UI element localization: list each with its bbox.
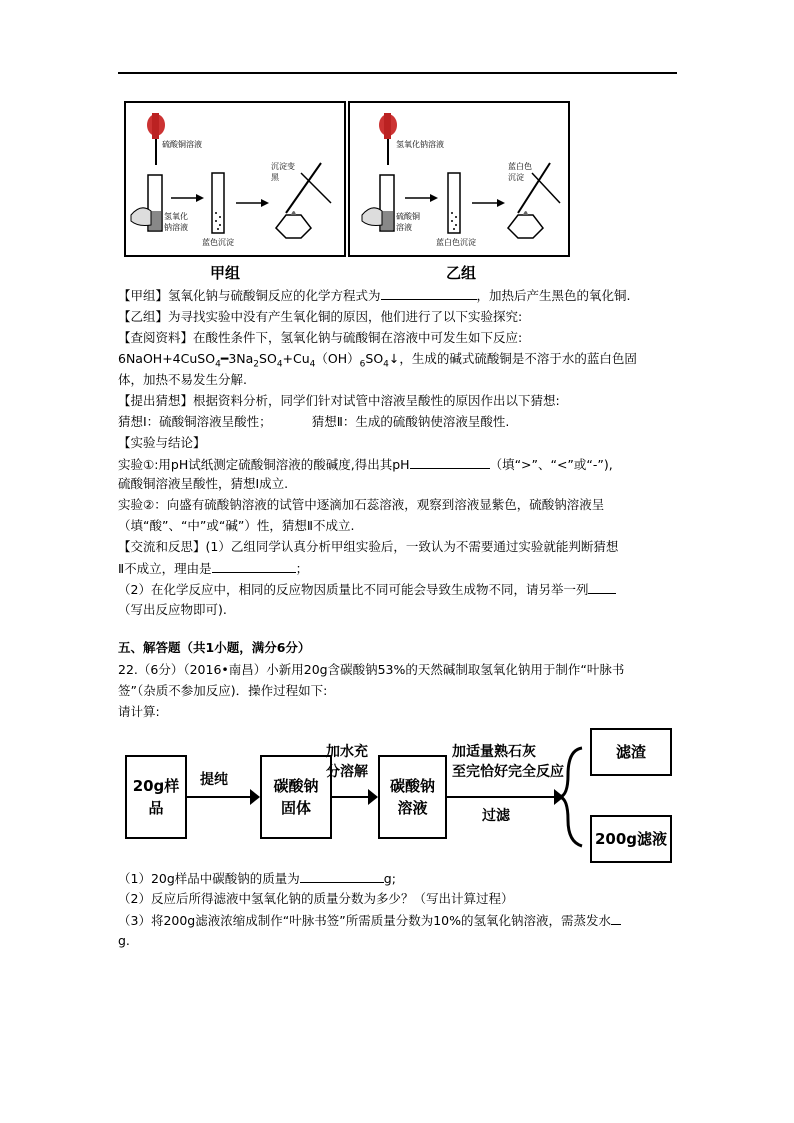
right-precip-label: 蓝白色沉淀 (436, 238, 476, 247)
line-7: 猜想Ⅰ：硫酸铜溶液呈酸性； 猜想Ⅱ：生成的硫酸钠使溶液呈酸性. (118, 414, 510, 429)
question-22-line-1: 22.（6分）（2016•南昌）小新用20g含碳酸钠53%的天然碱制取氢氧化钠用于制作“叶脉书 (118, 662, 625, 677)
question-22-line-3: 请计算: (118, 704, 160, 719)
left-precip-label: 蓝色沉淀 (202, 238, 234, 247)
right-tube-label: 硫酸铜溶液 (396, 212, 420, 232)
line-4-equation: $6NaOH+4CuSO_4━3Na_2SO_4+Cu_4(OH)_6SO_4↓$，生成的碱式硫酸铜是不溶于水的蓝白色固 (118, 351, 637, 370)
line-15: （2）在化学反应中，相同的反应物因质量比不同可能会导致生成物不同，请另举一列 (118, 579, 616, 600)
left-heat-label: 沉淀变黑 (271, 162, 295, 182)
flow-label-filter: 过滤 (482, 808, 510, 824)
answer-blank-mass (300, 868, 384, 883)
left-tube-label: 氢氧化钠溶液 (164, 212, 188, 232)
flow-label-dissolve: 加水充 分溶解 (326, 744, 368, 780)
sub-question-1: （1）20g样品中碳酸钠的质量为 g; (118, 868, 396, 889)
line-6: 【提出猜想】根据资料分析，同学们针对试管中溶液呈酸性的原因作出以下猜想: (118, 393, 560, 408)
right-heat-label: 蓝白色沉淀 (508, 162, 532, 182)
line-10: 硫酸铜溶液呈酸性，猜想Ⅰ成立. (118, 476, 289, 491)
left-dropper-label: 硫酸铜溶液 (162, 140, 202, 149)
question-22-line-2: 签”（杂质不参加反应)．操作过程如下: (118, 683, 328, 698)
flow-box-sample: 20g样品 (125, 755, 187, 839)
line-11: 实验②：向盛有硫酸钠溶液的试管中逐滴加石蕊溶液，观察到溶液显紫色，硫酸钠溶液呈 (118, 497, 605, 512)
flow-box-residue: 滤渣 (590, 728, 672, 776)
caption-left: 甲组 (210, 264, 241, 282)
section-heading: 五、解答题（共1小题，满分6分） (118, 640, 311, 655)
right-dropper-label: 氢氧化钠溶液 (396, 140, 444, 149)
line-3: 【查阅资料】在酸性条件下，氢氧化钠与硫酸铜在溶液中可发生如下反应: (118, 330, 523, 345)
caption-right: 乙组 (446, 264, 477, 282)
line-1: 【甲组】氢氧化钠与硫酸铜反应的化学方程式为 ，加热后产生黑色的氧化铜. (118, 285, 631, 306)
line-14: Ⅱ不成立，理由是 ； (118, 558, 308, 579)
line-13: 【交流和反思】(1）乙组同学认真分析甲组实验后，一致认为不需要通过实验就能判断猜想 (118, 539, 619, 554)
line-5: 体，加热不易发生分解. (118, 372, 247, 387)
flow-box-filtrate: 200g滤液 (590, 815, 672, 863)
line-2: 【乙组】为寻找实验中没有产生氧化铜的原因，他们进行了以下实验探究: (118, 309, 523, 324)
sub-question-2: （2）反应后所得滤液中氢氧化钠的质量分数为多少？（写出计算过程） (118, 891, 514, 906)
line-9: 实验①:用pH试纸测定硫酸铜溶液的酸碱度,得出其pH （填“>”、“<”或“-”), (118, 454, 613, 475)
flow-box-solution: 碳酸钠 溶液 (378, 755, 447, 839)
line-8: 【实验与结论】 (118, 435, 206, 450)
line-16: （写出反应物即可). (118, 602, 227, 617)
line-12: （填“酸”、“中”或“碱”）性，猜想Ⅱ不成立. (118, 518, 355, 533)
sub-question-3: （3）将200g滤液浓缩成制作“叶脉书签”所需质量分数为10%的氢氧化钠溶液，需蒸发水 (118, 910, 621, 931)
flow-label-purify: 提纯 (200, 772, 228, 788)
sub-question-3-end: g. (118, 933, 130, 948)
answer-blank-water (611, 910, 621, 925)
flow-label-react: 加适量熟石灰 至完恰好完全反应 (452, 744, 564, 780)
flow-box-solid: 碳酸钠 固体 (260, 755, 332, 839)
